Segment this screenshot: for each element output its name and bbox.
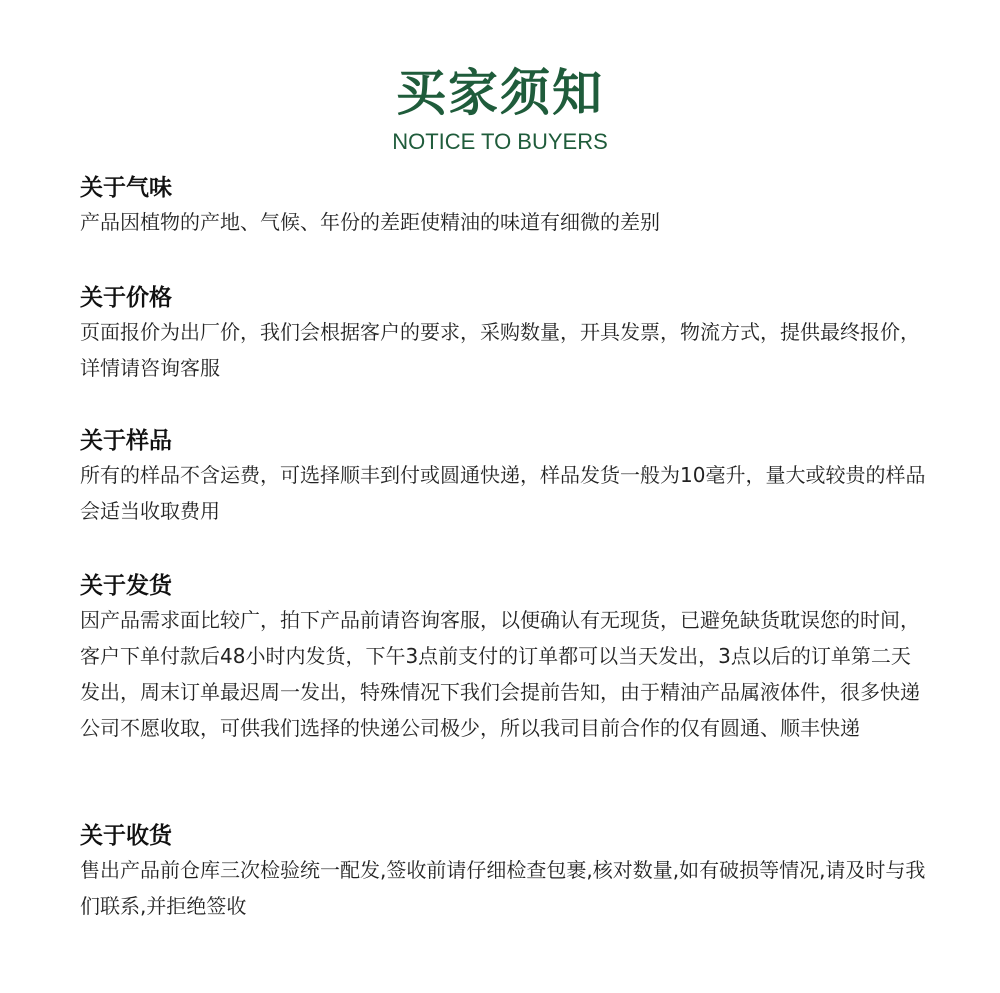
section-shipping [80, 570, 930, 746]
page-subtitle: NOTICE TO BUYERS [392, 129, 608, 154]
section-heading: 关于发货 [80, 573, 172, 599]
section-body: 所有的样品不含运费，可选择顺丰到付或圆通快递，样品发货一般为10毫升，量大或较贵的样品会适当收取费用 [80, 463, 926, 523]
section-sample [80, 425, 930, 529]
section-heading: 关于价格 [80, 285, 172, 311]
section-body: 因产品需求面比较广，拍下产品前请咨询客服，以便确认有无现货，已避免缺货耽误您的时间，客户下单付款后48小时内发货，下午3点前支付的订单都可以当天发出，3点以后的订单第二天发出，周末订单最迟周一发出，特殊情况下我们会提前告知，由于精油产品属液体件，很多快递公司不愿收取，可供我们选择的快递公司极少，所以我司目前合作的仅有圆通、顺丰快递 [80, 608, 920, 740]
section-body: 产品因植物的产地、气候、年份的差距使精油的味道有细微的差别 [80, 210, 660, 234]
section-smell [80, 172, 930, 240]
section-price [80, 282, 930, 386]
section-receipt [80, 820, 930, 924]
section-body: 售出产品前仓库三次检验统一配发,签收前请仔细检查包裹,核对数量,如有破损等情况,请及时与我们联系,并拒绝签收 [80, 858, 926, 918]
section-heading: 关于气味 [80, 175, 172, 201]
section-heading: 关于收货 [80, 823, 172, 849]
section-heading: 关于样品 [80, 428, 172, 454]
page-title: 买家须知 [396, 64, 604, 122]
notice-header [0, 60, 1000, 156]
section-body: 页面报价为出厂价，我们会根据客户的要求，采购数量，开具发票，物流方式，提供最终报价，详情请咨询客服 [80, 320, 920, 380]
